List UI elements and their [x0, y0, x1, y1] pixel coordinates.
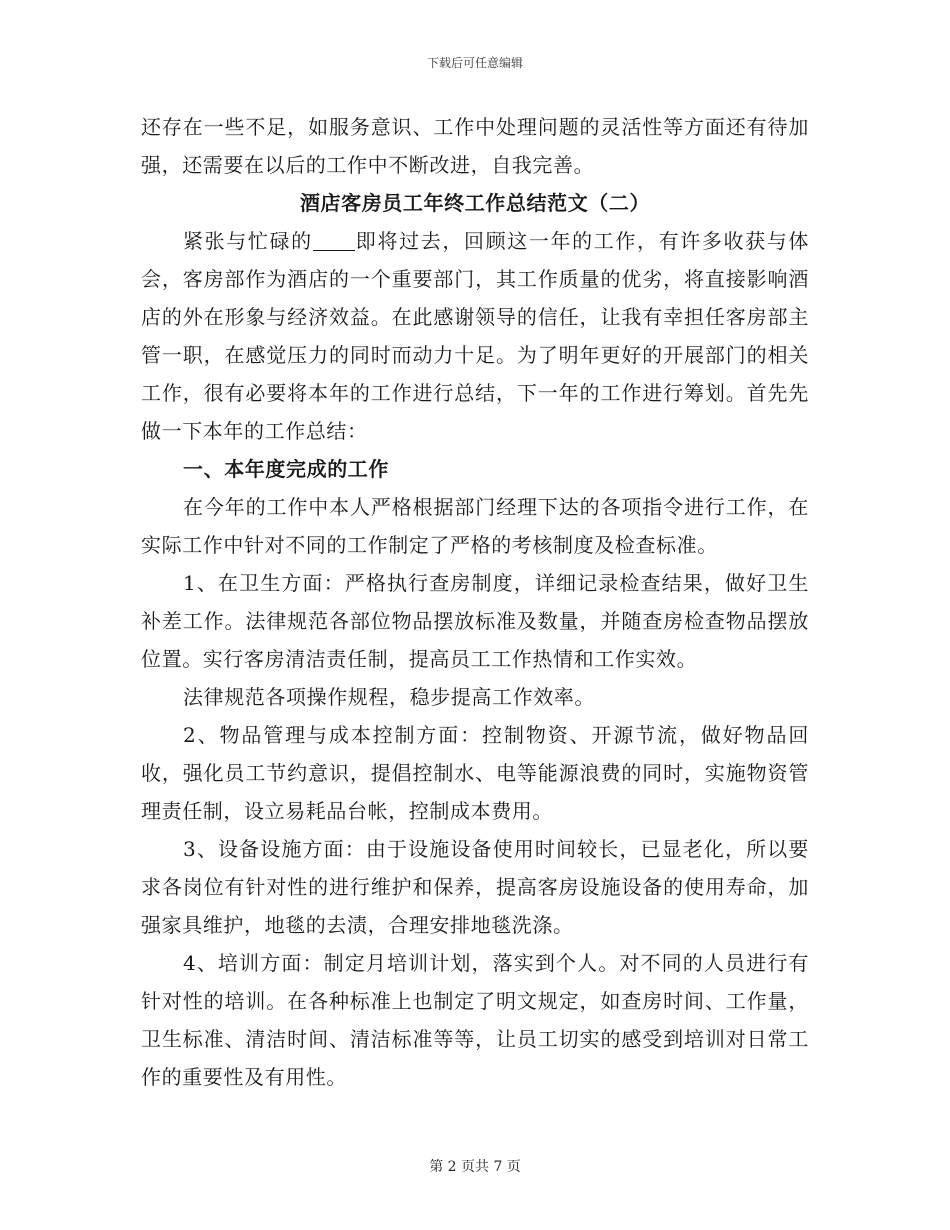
section-heading-completed-work: 一、本年度完成的工作: [183, 457, 389, 481]
paragraph-procedures: 法律规范各项操作规程，稳步提高工作效率。: [183, 685, 595, 709]
paragraph-facilities: 3、设备设施方面：由于设施设备使用时间较长，已显老化，所以要求各岗位有针对性的进行维护和保养，提高客房设施设备的使用寿命，加强家具维护，地毯的去渍，合理安排地毯洗涤。: [141, 837, 809, 937]
paragraph-hygiene: 1、在卫生方面：严格执行查房制度，详细记录检查结果，做好卫生补差工作。法律规范各部位物品摆放标准及数量，并随查房检查物品摆放位置。实行客房清洁责任制，提高员工工作热情和工作实效。: [141, 571, 809, 671]
document-title: 酒店客房员工年终工作总结范文（二）: [299, 191, 651, 215]
paragraph-training: 4、培训方面：制定月培训计划，落实到个人。对不同的人员进行有针对性的培训。在各种标准上也制定了明文规定，如查房时间、工作量，卫生标准、清洁时间、清洁标准等等，让员工切实的感受到培训对日常工作的重要性及有用性。: [141, 951, 809, 1089]
page-header-note: 下载后可任意编辑: [426, 56, 523, 70]
page-footer-number: 第 2 页共 7 页: [429, 1159, 521, 1175]
paragraph-cost-control: 2、物品管理与成本控制方面：控制物资、开源节流，做好物品回收，强化员工节约意识，提倡控制水、电等能源浪费的同时，实施物资管理责任制，设立易耗品台帐，控制成本费用。: [141, 723, 809, 823]
paragraph-intro: [141, 222, 809, 450]
paragraph-instructions: 在今年的工作中本人严格根据部门经理下达的各项指令进行工作，在实际工作中针对不同的工作制定了严格的考核制度及检查标准。: [141, 495, 809, 557]
paragraph-continued: 还存在一些不足，如服务意识、工作中处理问题的灵活性等方面还有待加强，还需要在以后的工作中不断改进，自我完善。: [141, 115, 809, 177]
document-body: [141, 108, 809, 1096]
intro-text-start: 紧张与忙碌的: [183, 229, 313, 253]
fill-in-blank: [313, 230, 355, 251]
intro-text-rest: 即将过去，回顾这一年的工作，有许多收获与体会，客房部作为酒店的一个重要部门，其工作质量的优劣，将直接影响酒店的外在形象与经济效益。在此感谢领导的信任，让我有幸担任客房部主管一职，在感觉压力的同时而动力十足。为了明年更好的开展部门的相关工作，很有必要将本年的工作进行总结，下一年的工作进行筹划。首先先做一下本年的工作总结：: [141, 229, 809, 443]
